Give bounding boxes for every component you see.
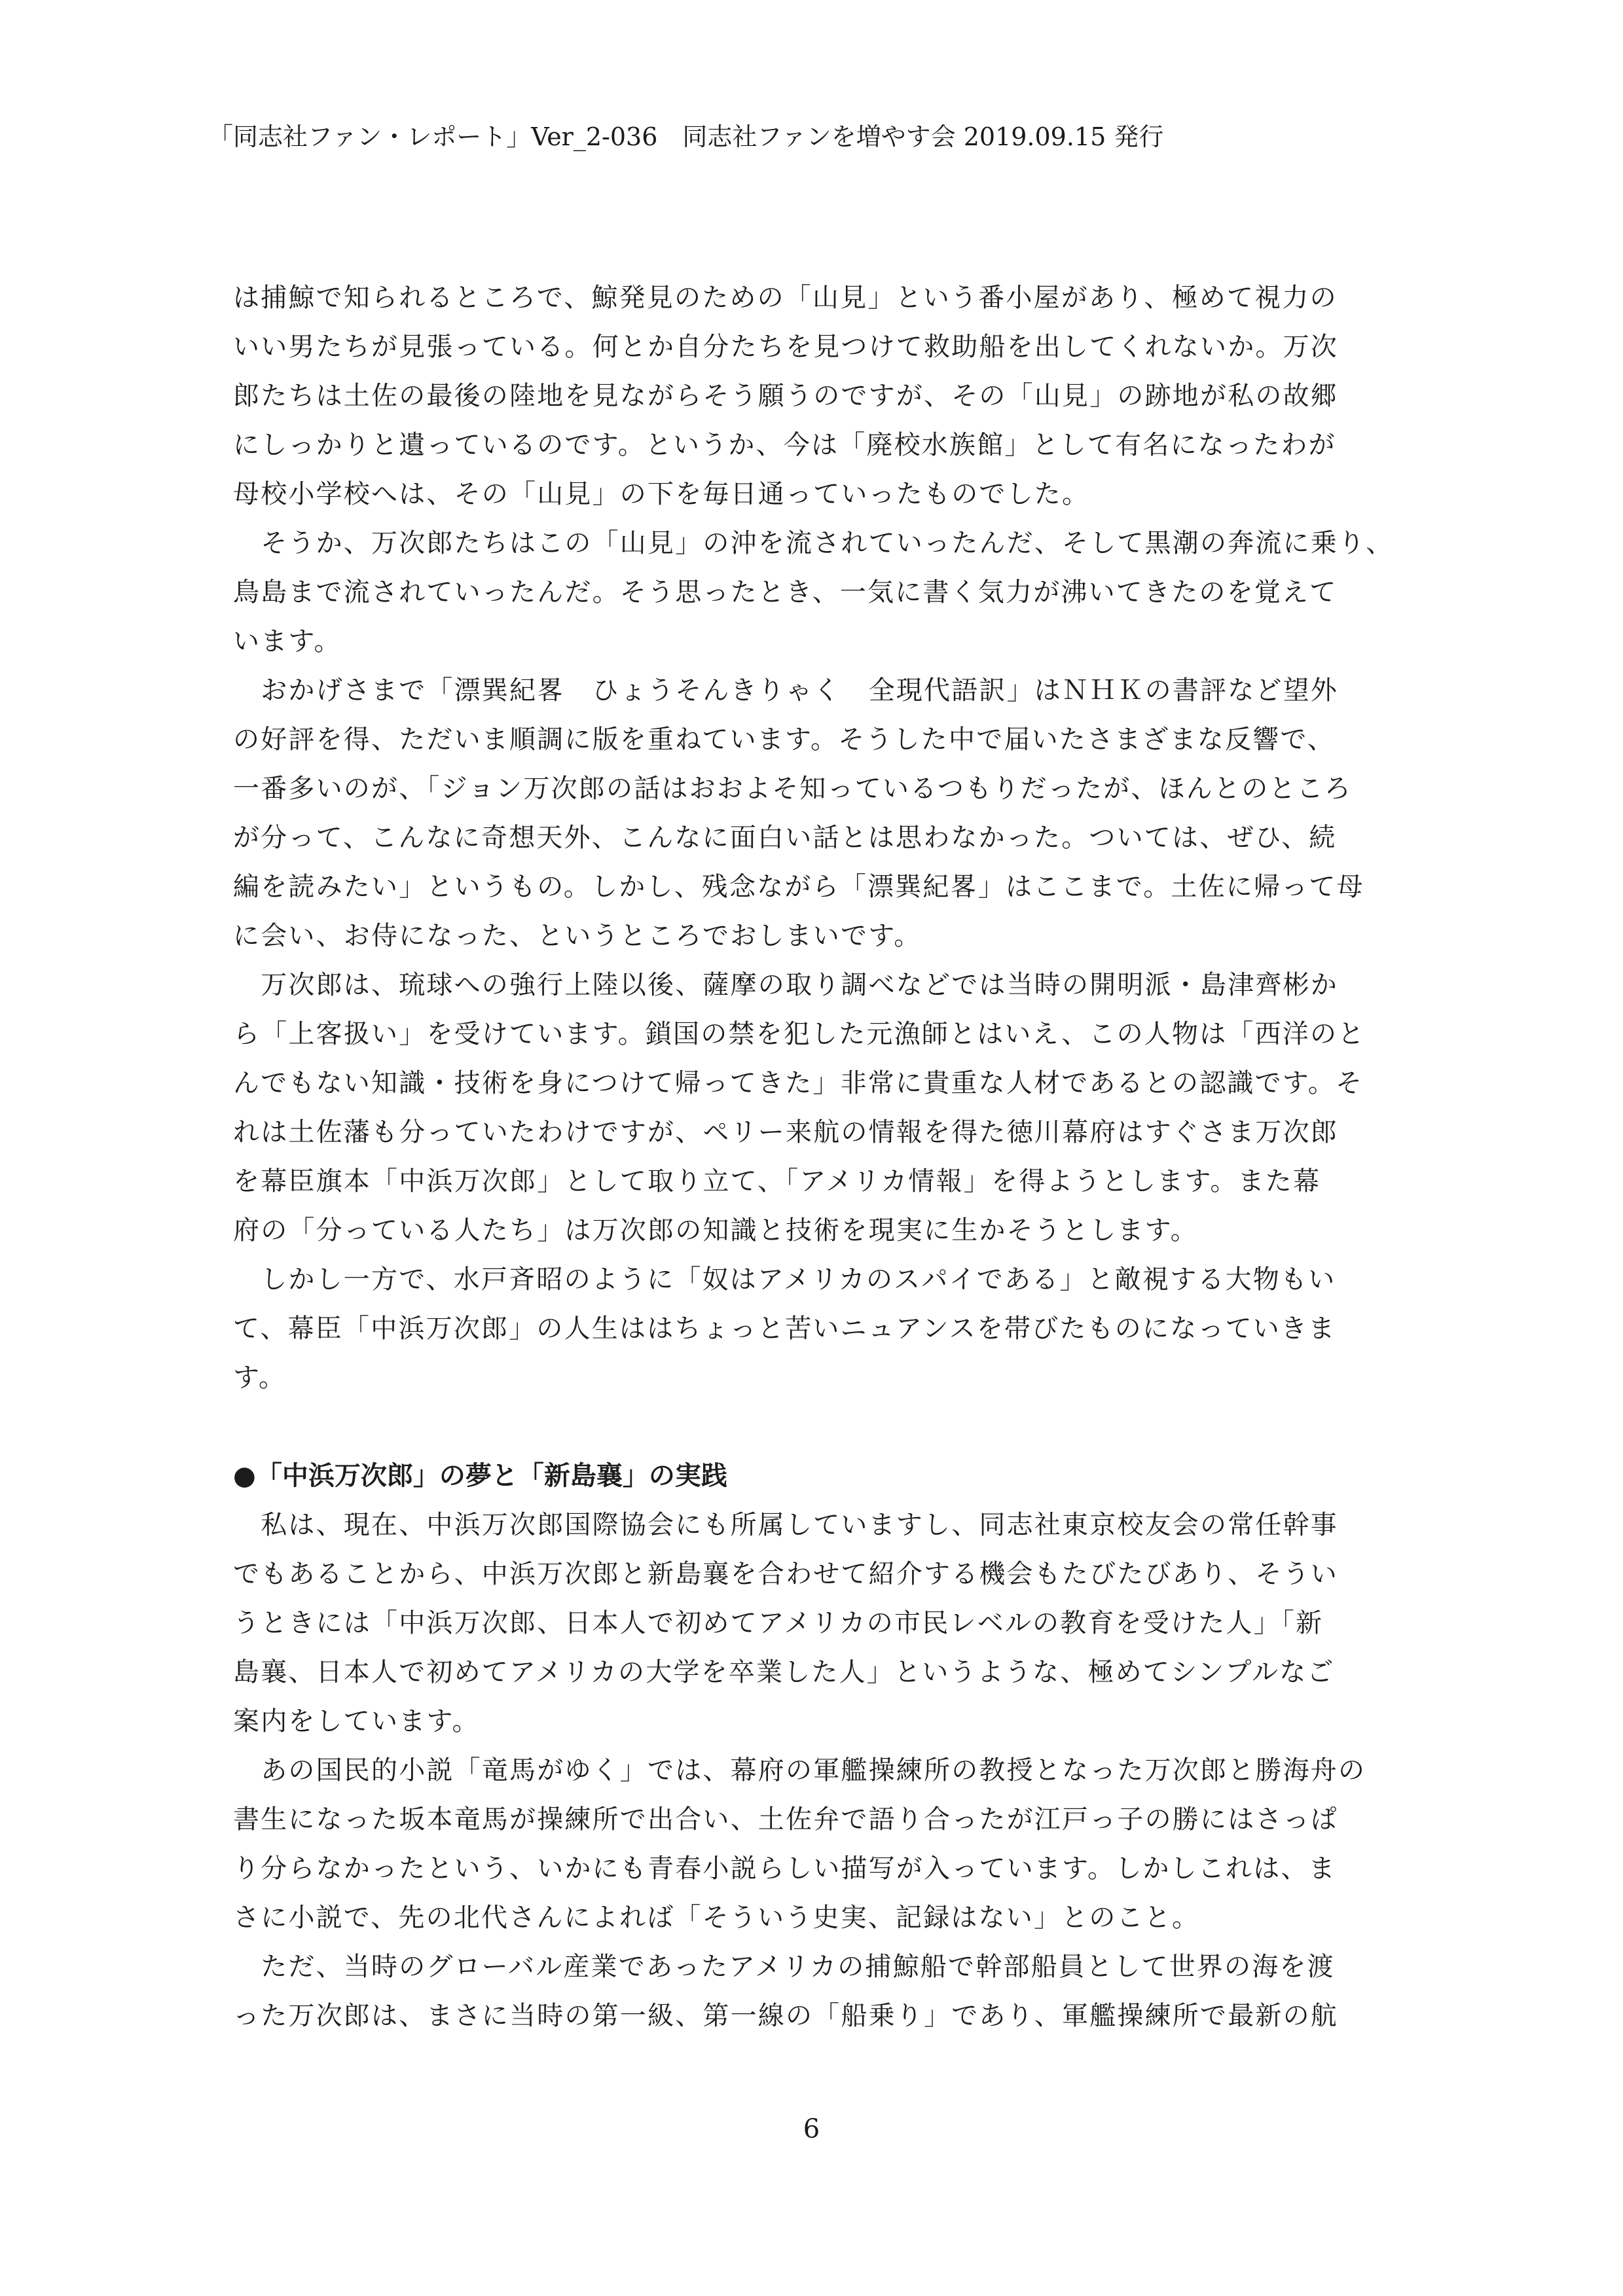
body-line: 編を読みたい」というもの。しかし、残念ながら「漂巽紀畧」はここまで。土佐に帰って母 <box>233 872 1364 902</box>
body-line: しかし一方で、水戸斉昭のように「奴はアメリカのスパイである」と敵視する大物もい <box>233 1265 1336 1295</box>
body-line: 私は、現在、中浜万次郎国際協会にも所属していますし、同志社東京校友会の常任幹事 <box>233 1510 1338 1540</box>
body-line: そうか、万次郎たちはこの「山見」の沖を流されていったんだ、そして黒潮の奔流に乗り、 <box>233 528 1394 558</box>
body-line: 島襄、日本人で初めてアメリカの大学を卒業した人」というような、極めてシンプルなご <box>233 1657 1335 1687</box>
body-line: の好評を得、ただいま順調に版を重ねています。そうした中で届いたさまざまな反響で、 <box>233 725 1335 755</box>
body-line: 母校小学校へは、その「山見」の下を毎日通っていったものでした。 <box>233 479 1090 509</box>
body-line: 案内をしています。 <box>233 1706 480 1736</box>
body-line: さに小説で、先の北代さんによれば「そういう史実、記録はない」とのこと。 <box>233 1903 1200 1933</box>
body-text <box>233 274 1398 2041</box>
body-line: れは土佐藩も分っていたわけですが、ペリー来航の情報を得た徳川幕府はすぐさま万次郎 <box>233 1117 1338 1147</box>
body-line: す。 <box>233 1363 287 1393</box>
body-line: 万次郎は、琉球への強行上陸以後、薩摩の取り調べなどでは当時の開明派・島津齊彬か <box>233 970 1338 1000</box>
body-line: 書生になった坂本竜馬が操練所で出合い、土佐弁で語り合ったが江戸っ子の勝にはさっぱ <box>233 1804 1338 1835</box>
body-line: 郎たちは土佐の最後の陸地を見ながらそう願うのですが、その「山見」の跡地が私の故郷 <box>233 381 1338 411</box>
body-line: おかげさまで「漂巽紀畧 ひょうそんきりゃく 全現代語訳」はＮＨＫの書評など望外 <box>233 675 1338 706</box>
body-line: うときには「中浜万次郎、日本人で初めてアメリカの市民レベルの教育を受けた人」「新 <box>233 1608 1324 1638</box>
body-line: 一番多いのが、「ジョン万次郎の話はおおよそ知っているつもりだったが、ほんとのところ <box>233 774 1352 804</box>
body-line: にしっかりと遺っているのです。というか、今は「廃校水族館」として有名になったわが <box>233 430 1336 460</box>
page-header: 「同志社ファン・レポート」Ver_2-036 同志社ファンを増やす会 2019.09.15 発行 <box>208 122 1164 151</box>
section-heading: ●「中浜万次郎」の夢と「新島襄」の実践 <box>233 1461 727 1491</box>
body-line: んでもない知識・技術を身につけて帰ってきた」非常に貴重な人材であるとの認識です。そ <box>233 1068 1364 1098</box>
body-line: 鳥島まで流されていったんだ。そう思ったとき、一気に書く気力が沸いてきたのを覚えて <box>233 577 1338 607</box>
body-line: て、幕臣「中浜万次郎」の人生ははちょっと苦いニュアンスを帯びたものになっていきま <box>233 1314 1336 1344</box>
body-line: あの国民的小説「竜馬がゆく」では、幕府の軍艦操練所の教授となった万次郎と勝海舟の <box>233 1755 1366 1785</box>
body-line: いい男たちが見張っている。何とか自分たちを見つけて救助船を出してくれないか。万次 <box>233 332 1338 362</box>
body-line: を幕臣旗本「中浜万次郎」として取り立て、「アメリカ情報」を得ようとします。また幕 <box>233 1166 1321 1196</box>
body-line: います。 <box>233 626 342 656</box>
body-line: ら「上客扱い」を受けています。鎖国の禁を犯した元漁師とはいえ、この人物は「西洋のと <box>233 1019 1366 1049</box>
body-line: が分って、こんなに奇想天外、こんなに面白い話とは思わなかった。ついては、ぜひ、続 <box>233 823 1337 853</box>
body-line: 府の「分っている人たち」は万次郎の知識と技術を現実に生かそうとします。 <box>233 1215 1198 1246</box>
body-line: った万次郎は、まさに当時の第一級、第一線の「船乗り」であり、軍艦操練所で最新の航 <box>233 2001 1338 2031</box>
page-number: 6 <box>803 2114 820 2144</box>
body-line: でもあることから、中浜万次郎と新島襄を合わせて紹介する機会もたびたびあり、そうい <box>233 1559 1338 1589</box>
body-line: に会い、お侍になった、というところでおしまいです。 <box>233 921 922 951</box>
body-line: は捕鯨で知られるところで、鯨発見のための「山見」という番小屋があり、極めて視力の <box>233 283 1338 313</box>
body-line: り分らなかったという、いかにも青春小説らしい描写が入っています。しかしこれは、ま <box>233 1854 1336 1884</box>
body-line: ただ、当時のグローバル産業であったアメリカの捕鯨船で幹部船員として世界の海を渡 <box>233 1952 1335 1982</box>
paragraph-spacer <box>233 1403 1398 1452</box>
